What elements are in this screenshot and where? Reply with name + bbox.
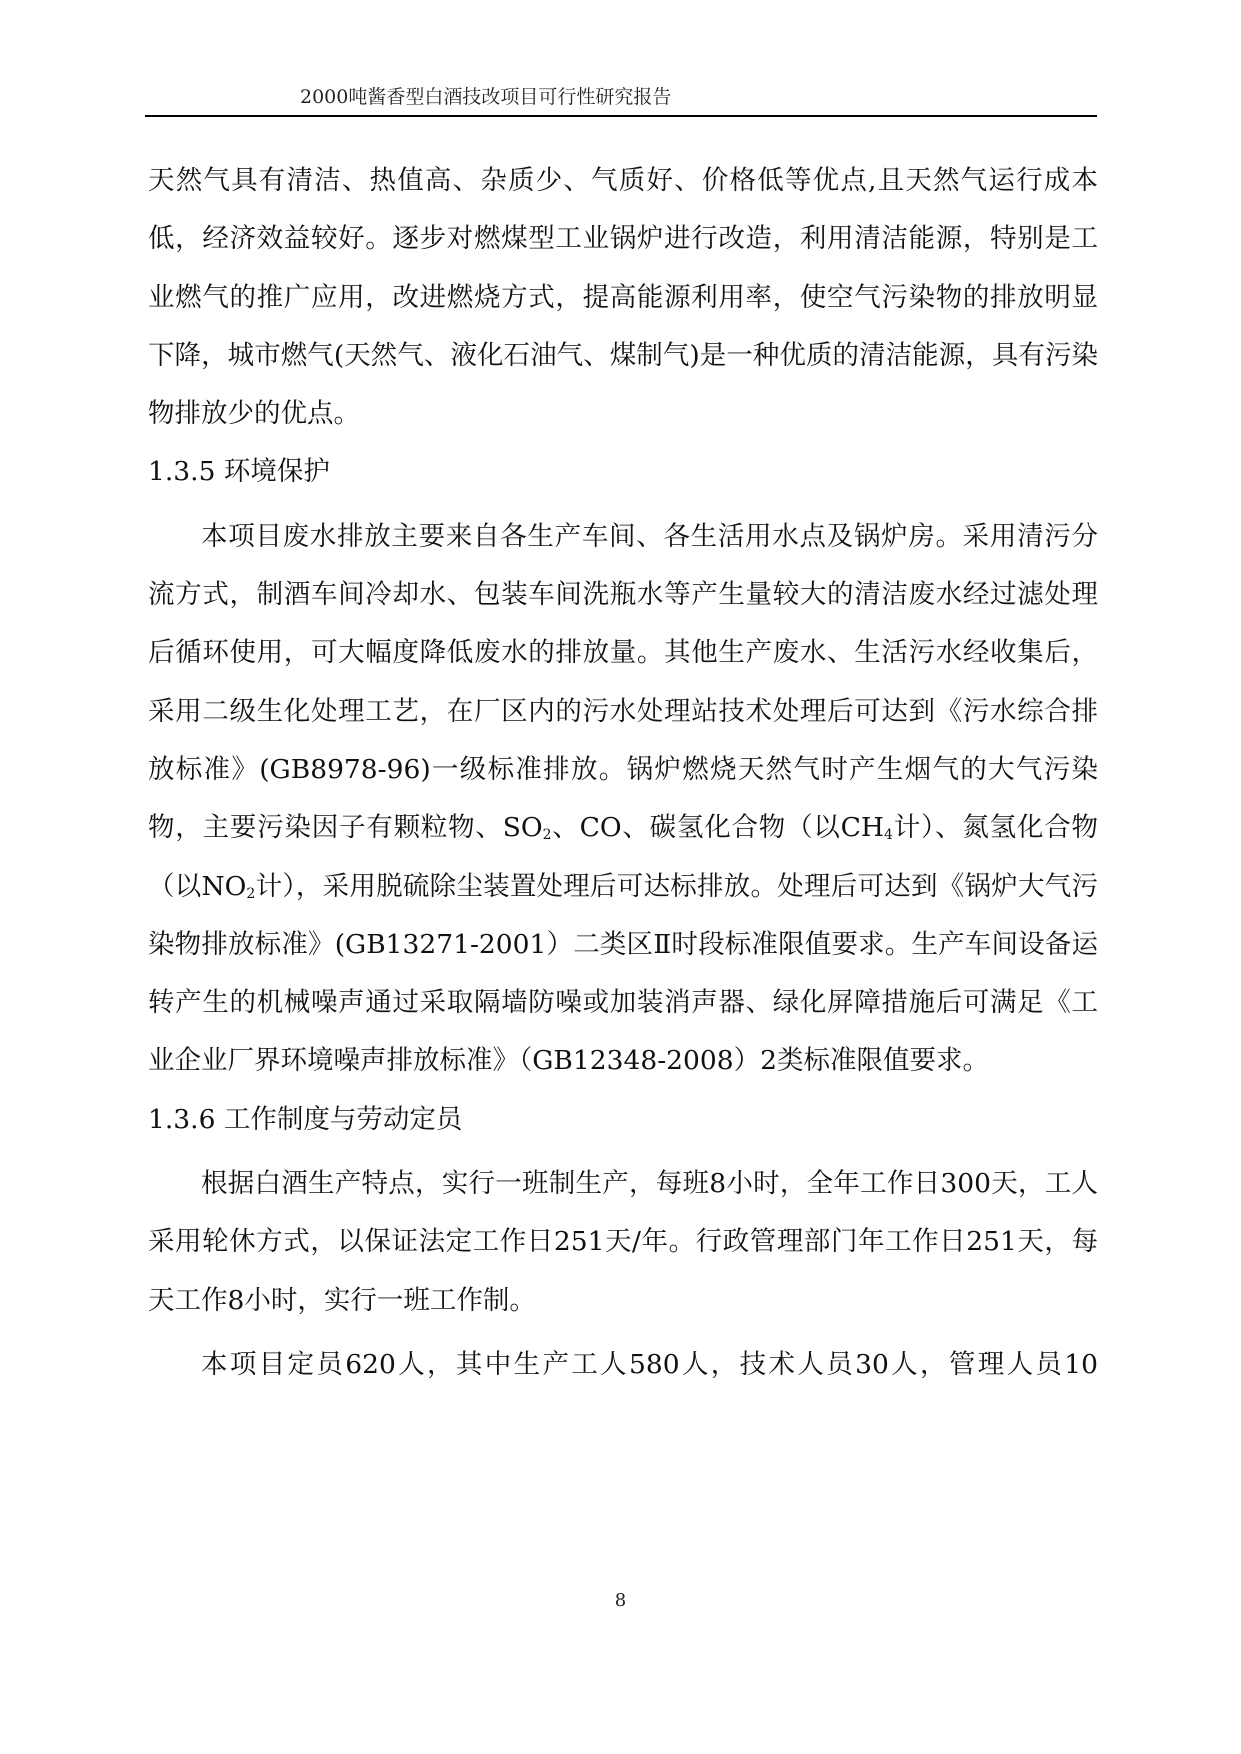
env-text-part-2: 、CO、碳氢化合物（以CH: [551, 812, 885, 844]
env-subscript-so2: 2: [542, 827, 552, 844]
paragraph-environment-protection: [148, 508, 1098, 1091]
section-heading-1-3-6: 1.3.6 工作制度与劳动定员: [148, 1103, 463, 1135]
env-text-part-1: 本项目废水排放主要来自各生产车间、各生活用水点及锅炉房。采用清污分流方式，制酒车间冷却水、包装车间洗瓶水等产生量较大的清洁废水经过滤处理后循环使用，可大幅度降低废水的排放量。其他生产废水、生活污水经收集后，采用二级生化处理工艺，在厂区内的污水处理站技术处理后可达到《污水综合排放标准》(GB8978-96)一级标准排放。锅炉燃烧天然气时产生烟气的大气污染物，主要污染因子有颗粒物、SO: [148, 520, 1098, 844]
header-title: 2000吨酱香型白酒技改项目可行性研究报告: [300, 86, 672, 108]
env-subscript-no2: 2: [246, 885, 256, 902]
env-subscript-ch4: 4: [884, 827, 893, 844]
paragraph-staffing: 本项目定员620人，其中生产工人580人，技术人员30人，管理人员10: [201, 1348, 1098, 1380]
paragraph-work-schedule: 根据白酒生产特点，实行一班制生产，每班8小时，全年工作日300天，工人采用轮休方式，以保证法定工作日251天/年。行政管理部门年工作日251天，每天工作8小时，实行一班工作制。: [148, 1168, 1098, 1316]
page-number: 8: [614, 1590, 627, 1611]
env-text-part-3: 计）、氮氢化合物（以NO: [148, 812, 1098, 902]
page-header: [145, 84, 1097, 116]
section-heading-1-3-5: 1.3.5 环境保护: [148, 456, 330, 488]
document-body: [148, 152, 1098, 1394]
env-text-part-4: 计），采用脱硫除尘装置处理后可达标排放。处理后可达到《锅炉大气污染物排放标准》(GB13271-2001）二类区Ⅱ时段标准限值要求。生产车间设备运转产生的机械噪声通过采取隔墙防噪或加装消声器、绿化屏障措施后可满足《工业企业厂界环境噪声排放标准》（GB12348-2008）2类标准限值要求。: [148, 870, 1099, 1077]
paragraph-natural-gas: 天然气具有清洁、热值高、杂质少、气质好、价格低等优点,且天然气运行成本低，经济效益较好。逐步对燃煤型工业锅炉进行改造，利用清洁能源，特别是工业燃气的推广应用，改进燃烧方式，提高能源利用率，使空气污染物的排放明显下降，城市燃气(天然气、液化石油气、煤制气)是一种优质的清洁能源，具有污染物排放少的优点。: [148, 165, 1098, 430]
header-rule: [145, 115, 1097, 117]
